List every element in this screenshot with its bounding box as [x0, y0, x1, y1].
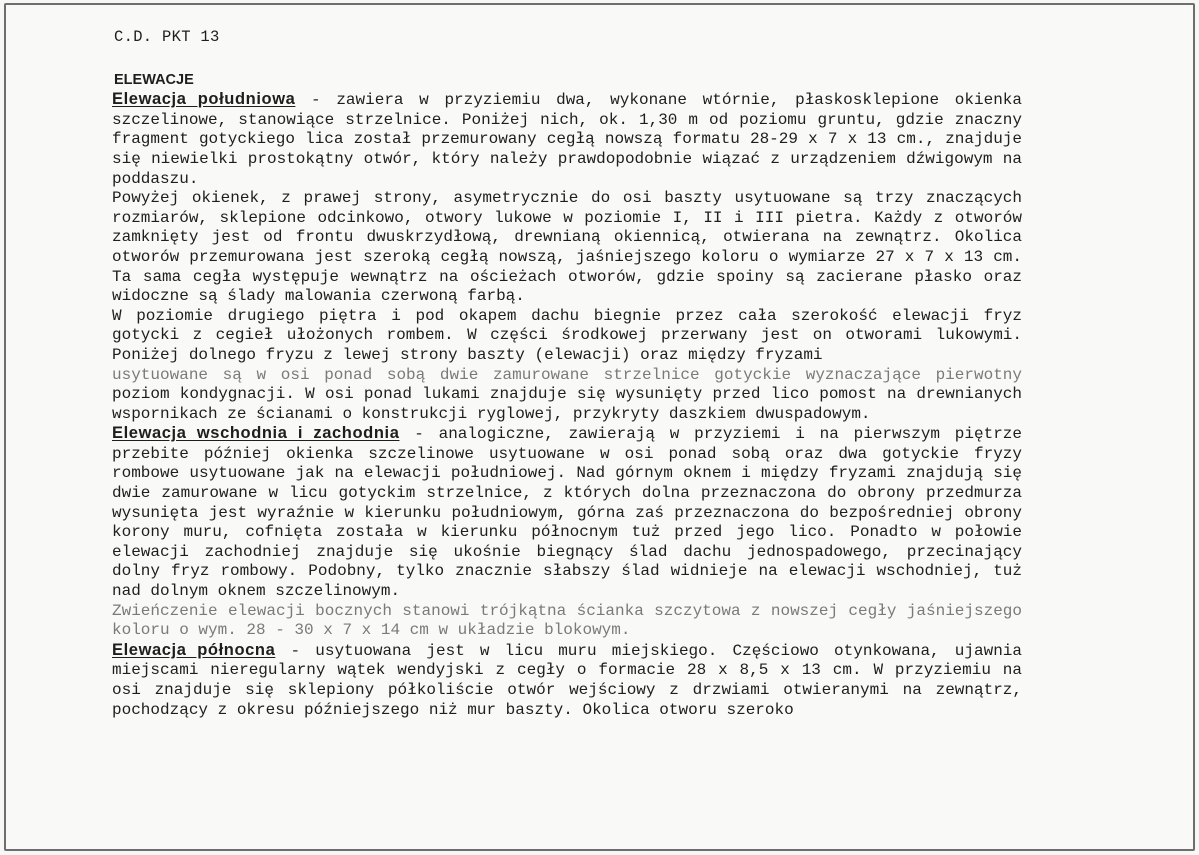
south-elevation-text-3a: W poziomie drugiego piętra i pod okapem dachu biegnie przez cała szerokość elewacji fryz gotycki z cegieł ułożonych rombem. W części środkowej przerwany jest on otworami lukowymi. Poniżej dolnego fryzu z lewej strony baszty (elewacji) oraz między fryzami	[112, 306, 1022, 364]
east-west-elevation-text-2: Zwieńczenie elewacji bocznych stanowi trójkątna ścianka szczytowa z nowszej cegły jaśniejszego koloru o wym. 28 - 30 x 7 x 14 cm w układzie blokowym.	[112, 601, 1022, 640]
document-header: C.D. PKT 13	[114, 28, 220, 46]
south-elevation-heading: Elewacja południowa	[112, 90, 296, 109]
section-title: ELEWACJE	[114, 71, 194, 88]
south-elevation-paragraph	[112, 90, 1022, 189]
document-body	[112, 28, 1022, 720]
south-elevation-text-3c: poziom kondygnacji. W osi ponad lukami znajduje się wysunięty przed lico pomost na drewnianych wspornikach ze ścianami o konstrukcji ryglowej, przykryty daszkiem dwuspadowym.	[112, 385, 1022, 423]
east-west-elevation-heading: Elewacja wschodnia i zachodnia	[112, 424, 400, 443]
south-elevation-text-1: - zawiera w przyziemiu dwa, wykonane wtórnie, płaskosklepione okienka szczelinowe, stanowiące strzelnice. Poniżej nich, ok. 1,30 m od poziomu gruntu, gdzie znaczny fragment gotyckiego lica został przemurowany cegłą nowszą formatu 28-29 x 7 x 13 cm., znajduje się niewielki prostokątny otwór, który należy prawdopodobnie wiązać z urządzeniem dźwigowym na poddaszu.	[112, 91, 1022, 188]
south-elevation-text-3b: usytuowane są w osi ponad sobą dwie zamurowane strzelnice gotyckie wyznaczające pierwotny	[112, 365, 1022, 384]
east-west-elevation-paragraph	[112, 424, 1022, 601]
north-elevation-text-1: - usytuowana jest w licu muru miejskiego. Częściowo otynkowana, ujawnia miejscami nieregularny wątek wendyjski z cegły o formacie 28 x 8,5 x 13 cm. W przyziemiu na osi znajduje się sklepiony półkoliście otwór wejściowy z drzwiami otwieranymi na zewnątrz, pochodzący z okresu późniejszego niż mur baszty. Okolica otworu szeroko	[112, 641, 1022, 719]
north-elevation-paragraph	[112, 641, 1022, 720]
south-elevation-text-2: Powyżej okienek, z prawej strony, asymetrycznie do osi baszty usytuowane są trzy znaczących rozmiarów, sklepione odcinkowo, otwory lukowe w poziomie I, II i III pietra. Każdy z otworów zamknięty jest od frontu dwuskrzydłową, drewnianą okiennicą, otwierana na zewnątrz. Okolica otworów przemurowana jest szeroką cegłą nowszą, jaśniejszego koloru o wymiarze 27 x 7 x 13 cm. Ta sama cegła występuje wewnątrz na ościeżach otworów, gdzie spoiny są zacierane płasko oraz widoczne są ślady malowania czerwoną farbą.	[112, 189, 1022, 306]
north-elevation-heading: Elewacja północna	[112, 640, 276, 659]
east-west-elevation-text-1: - analogiczne, zawierają w przyziemi i na pierwszym piętrze przebite później okienka szczelinowe usytuowane w osi ponad sobą oraz dwa gotyckie fryzy rombowe usytuowane jak na elewacji południowej. Nad górnym oknem i między fryzami znajdują się dwie zamurowane w licu gotyckim strzelnice, z których dolna przeznaczona do obrony przedmurza wysunięta jest wyraźnie w kierunku południowym, górna zaś przeznaczona do bezpośredniej obrony korony muru, cofnięta została w kierunku północnym tuż przed jego lico. Ponadto w połowie elewacji zachodniej znajduje się ukośnie biegnący ślad dachu jednospadowego, przecinający dolny fryz rombowy. Podobny, tylko znacznie słabszy ślad widnieje na elewacji wschodniej, tuż nad dolnym oknem szczelinowym.	[112, 425, 1023, 601]
